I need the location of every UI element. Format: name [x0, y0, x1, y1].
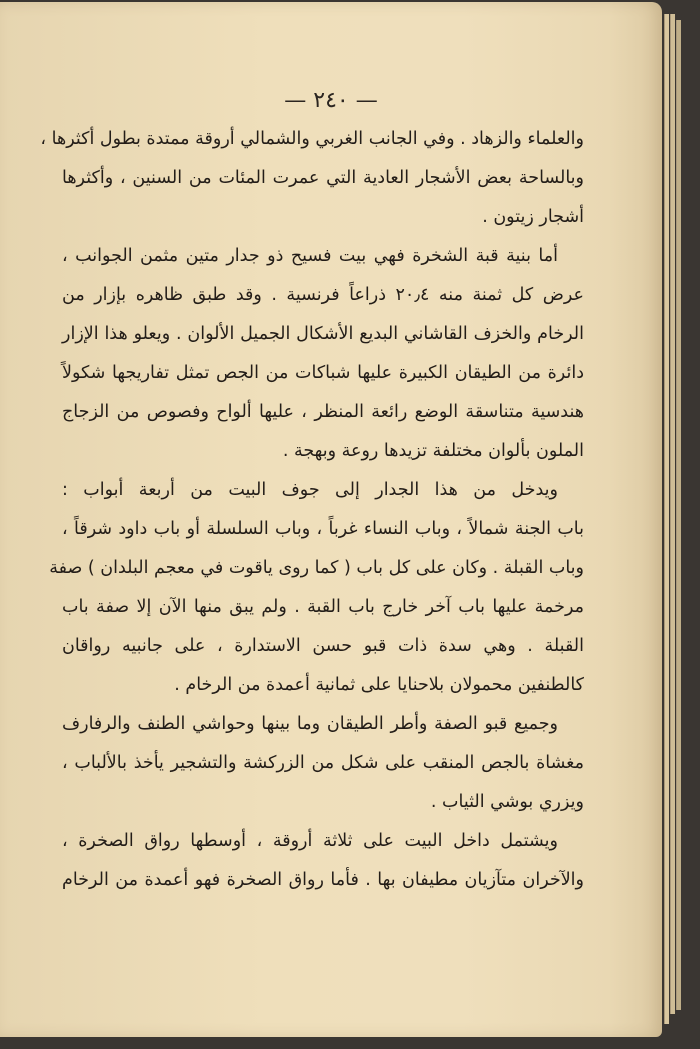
text-line: ويشتمل داخل البيت على ثلاثة أروقة ، أوسطها رواق الصخرة ،	[62, 831, 558, 851]
text-line: وجميع قبو الصفة وأطر الطيقان وما بينها وحواشي الطنف والرفارف	[62, 714, 558, 734]
text-line: وبالساحة بعض الأشجار العادية التي عمرت المئات من السنين ، وأكثرها	[62, 168, 584, 188]
text-line: القبلة . وهي سدة ذات قبو حسن الاستدارة ، على جانبيه رواقان	[62, 636, 584, 656]
text-line: وباب القبلة . وكان على كل باب ( كما روى ياقوت في معجم البلدان ) صفة	[49, 558, 584, 578]
text-line: ويدخل من هذا الجدار إلى جوف البيت من أربعة أبواب :	[62, 480, 558, 500]
text-line: هندسية متناسقة الوضع رائعة المنظر ، عليها ألواح وفصوص من الزجاج	[62, 402, 584, 422]
text-line: الرخام والخزف القاشاني البديع الأشكال الجميل الألوان . ويعلو هذا الإزار	[62, 324, 584, 344]
text-line: مغشاة بالجص المنقب على شكل من الزركشة والتشجير يأخذ بالألباب ،	[62, 753, 584, 773]
text-line: والعلماء والزهاد . وفي الجانب الغربي والشمالي أروقة ممتدة بطول أكثرها ،	[40, 129, 584, 149]
page-edge-middle	[670, 14, 675, 1014]
text-line: ويزري بوشي الثياب .	[430, 792, 584, 812]
text-line: أشجار زيتون .	[482, 207, 584, 227]
text-line: دائرة من الطيقان الكبيرة عليها شباكات من الجص تمثل تفاريجها شكولاً	[62, 363, 584, 383]
text-line: والآخران متآزيان مطيفان بها . فأما رواق الصخرة فهو أعمدة من الرخام	[62, 870, 584, 890]
page-edge-front	[664, 14, 669, 1024]
page-number: — ٢٤٠ —	[284, 88, 378, 113]
page-sheet	[0, 2, 662, 1037]
text-line: مرخمة عليها باب آخر خارج باب القبة . ولم يبق منها الآن إلا صفة باب	[62, 597, 584, 617]
page-edge-back	[676, 20, 681, 1010]
text-line: كالطنفين محمولان بلاحنايا على ثمانية أعمدة من الرخام .	[174, 675, 584, 695]
text-line: عرض كل ثمنة منه ٢٠٫٤ ذراعاً فرنسية . وقد طبق ظاهره بإزار من	[62, 285, 584, 305]
text-line: باب الجنة شمالاً ، وباب النساء غرباً ، وباب السلسلة أو باب داود شرقاً ،	[62, 519, 584, 539]
body-text	[40, 120, 584, 900]
text-line: أما بنية قبة الشخرة فهي بيت فسيح ذو جدار متين مثمن الجوانب ،	[62, 246, 558, 266]
text-line: الملون بألوان مختلفة تزيدها روعة وبهجة .	[282, 441, 584, 461]
